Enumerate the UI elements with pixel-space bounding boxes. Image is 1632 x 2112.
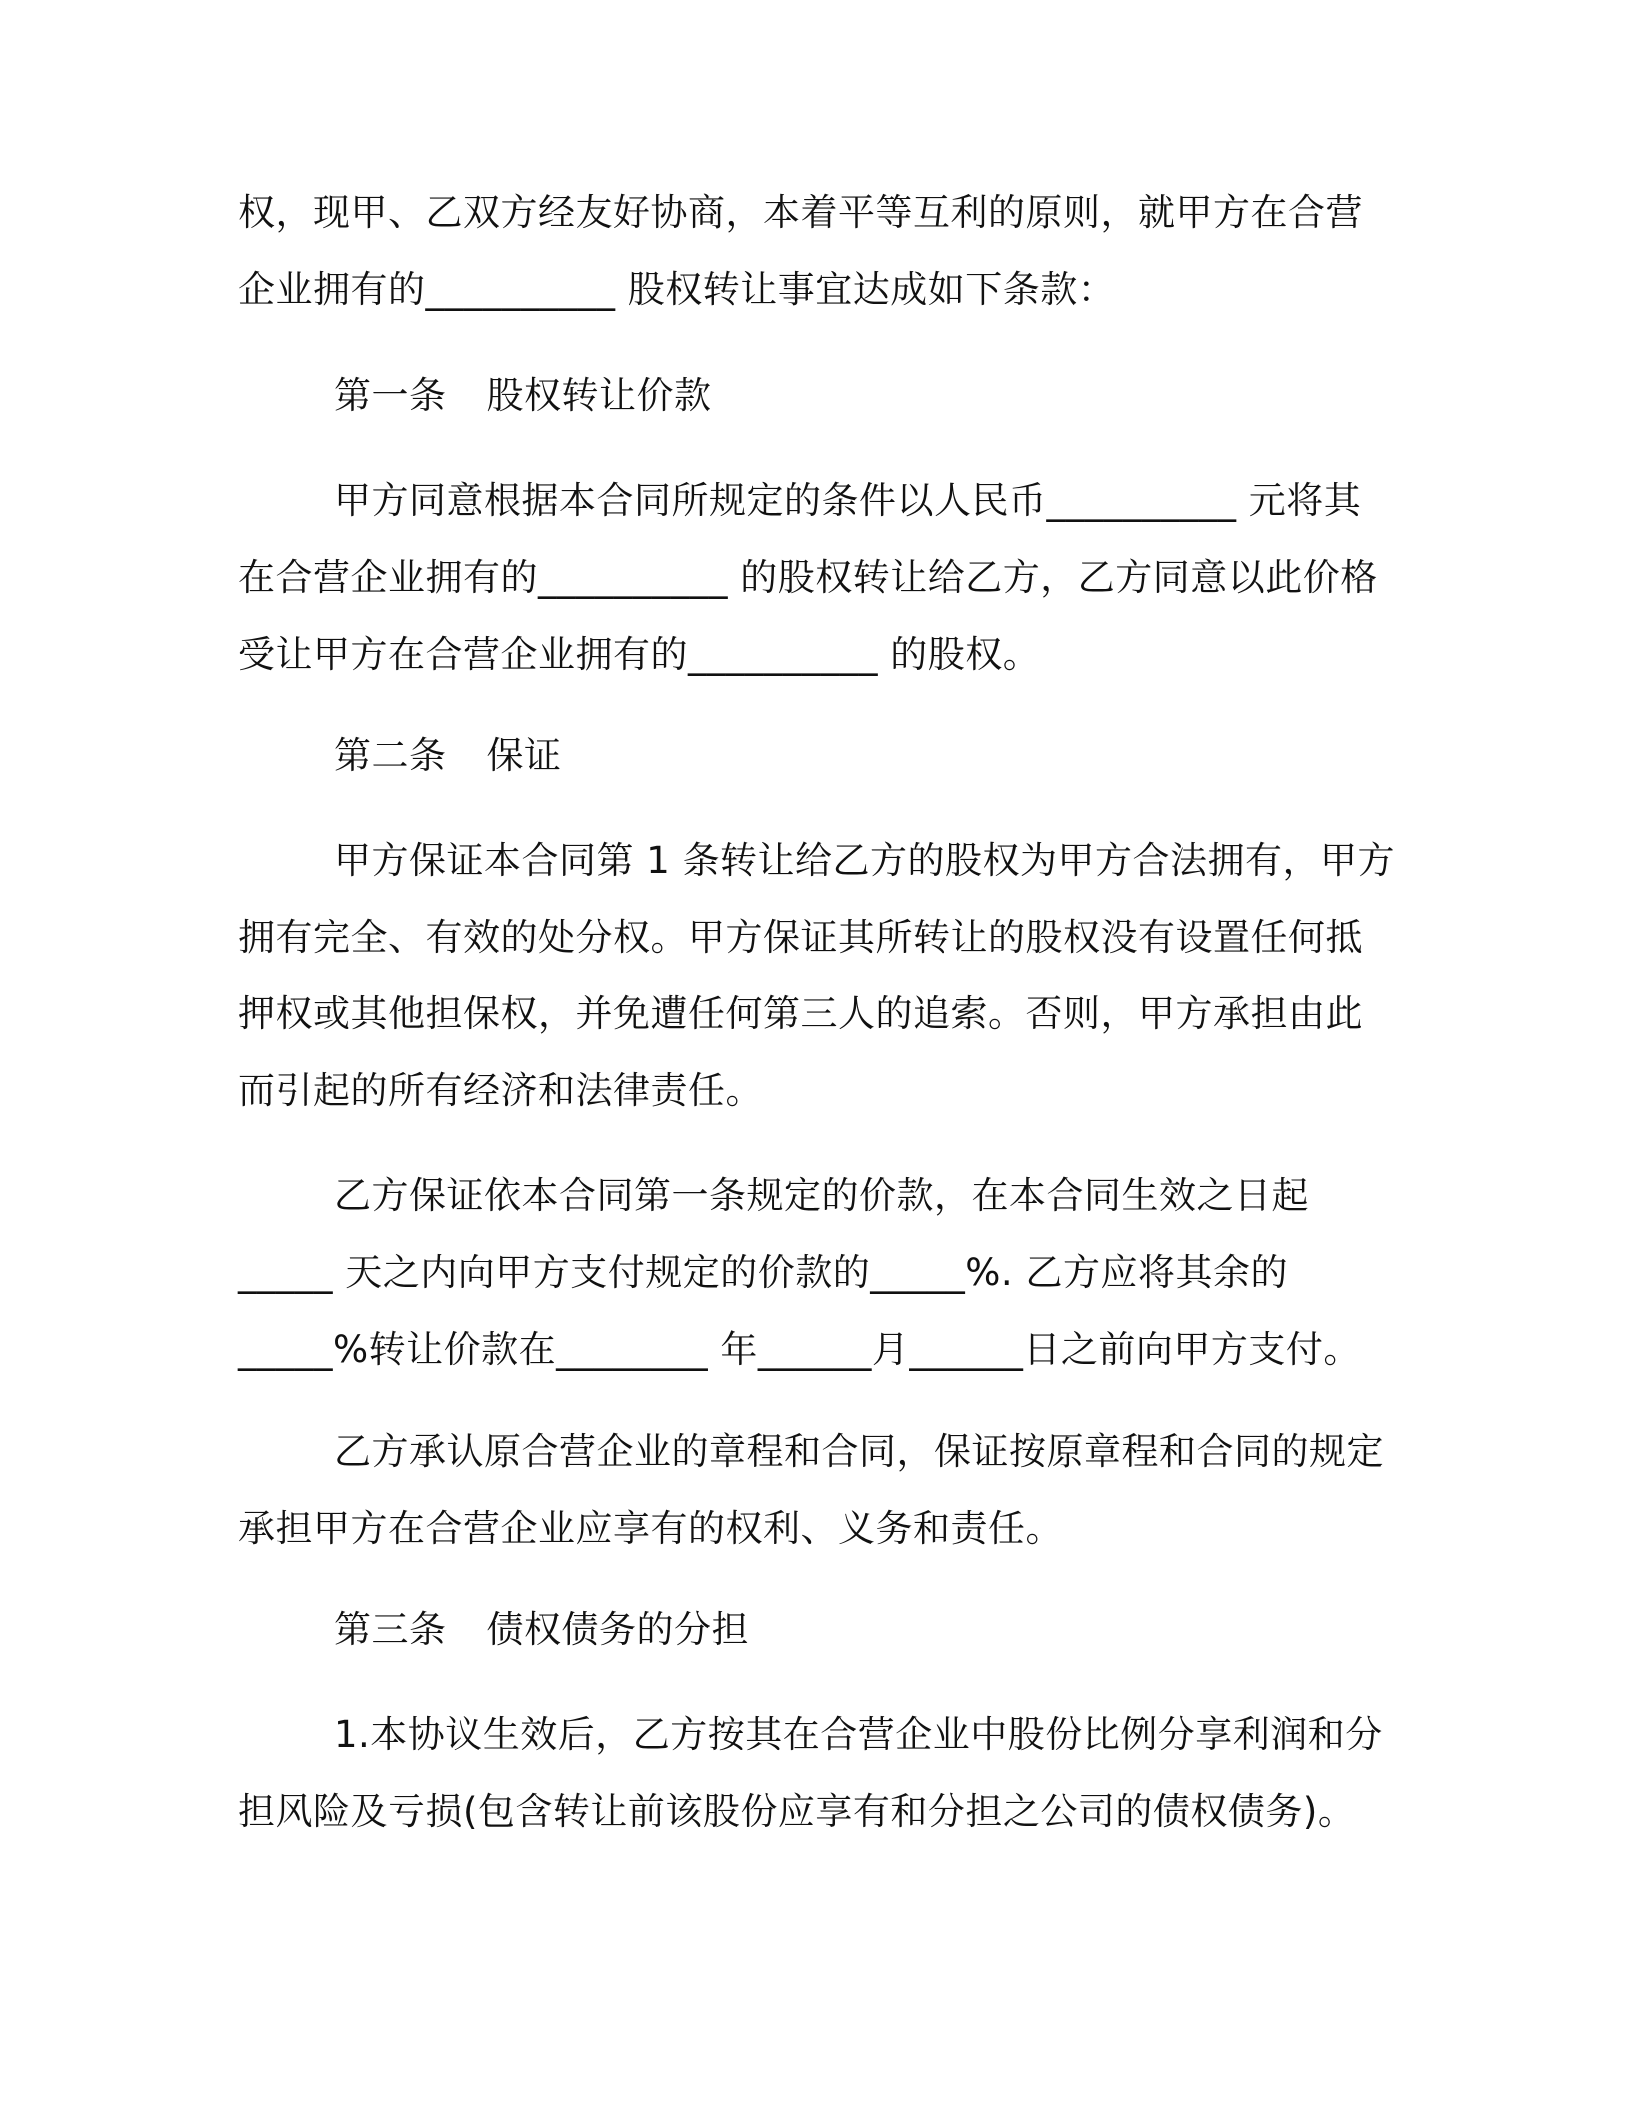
article-2-heading <box>334 732 562 780</box>
paragraph-line: _____%转让价款在________ 年______月______日之前向甲方支付。 <box>238 1328 1361 1371</box>
paragraph-line: 1.本协议生效后，乙方按其在合营企业中股份比例分享利润和分 <box>334 1713 1383 1756</box>
paragraph-line: 乙方承认原合营企业的章程和合同，保证按原章程和合同的规定 <box>334 1430 1384 1473</box>
paragraph-line: 拥有完全、有效的处分权。甲方保证其所转让的股权没有设置任何抵 <box>238 916 1363 959</box>
article-number: 第二条 <box>334 734 447 777</box>
paragraph-line: 承担甲方在合营企业应享有的权利、义务和责任。 <box>238 1507 1063 1550</box>
article-title: 保证 <box>486 734 562 777</box>
paragraph-line: 而引起的所有经济和法律责任。 <box>238 1069 763 1112</box>
paragraph-line: 甲方保证本合同第 1 条转让给乙方的股权为甲方合法拥有，甲方 <box>334 839 1396 882</box>
article-number: 第三条 <box>334 1608 447 1651</box>
article-1-heading <box>334 372 712 420</box>
article-number: 第一条 <box>334 374 447 417</box>
paragraph-line: _____ 天之内向甲方支付规定的价款的_____%. 乙方应将其余的 <box>238 1251 1288 1294</box>
article-title: 债权债务的分担 <box>486 1608 749 1651</box>
paragraph-line: 受让甲方在合营企业拥有的__________ 的股权。 <box>238 633 1041 676</box>
paragraph-line: 甲方同意根据本合同所规定的条件以人民币__________ 元将其 <box>334 479 1362 522</box>
paragraph-line: 企业拥有的__________ 股权转让事宜达成如下条款： <box>238 268 1116 311</box>
paragraph-line: 乙方保证依本合同第一条规定的价款，在本合同生效之日起 <box>334 1174 1309 1217</box>
paragraph-line: 押权或其他担保权，并免遭任何第三人的追索。否则，甲方承担由此 <box>238 992 1363 1035</box>
paragraph-line: 在合营企业拥有的__________ 的股权转让给乙方，乙方同意以此价格 <box>238 556 1378 599</box>
article-3-heading <box>334 1606 749 1654</box>
paragraph-line: 担风险及亏损(包含转让前该股份应享有和分担之公司的债权债务)。 <box>238 1790 1356 1833</box>
article-title: 股权转让价款 <box>486 374 712 417</box>
paragraph-line: 权，现甲、乙双方经友好协商，本着平等互利的原则，就甲方在合营 <box>238 191 1363 234</box>
